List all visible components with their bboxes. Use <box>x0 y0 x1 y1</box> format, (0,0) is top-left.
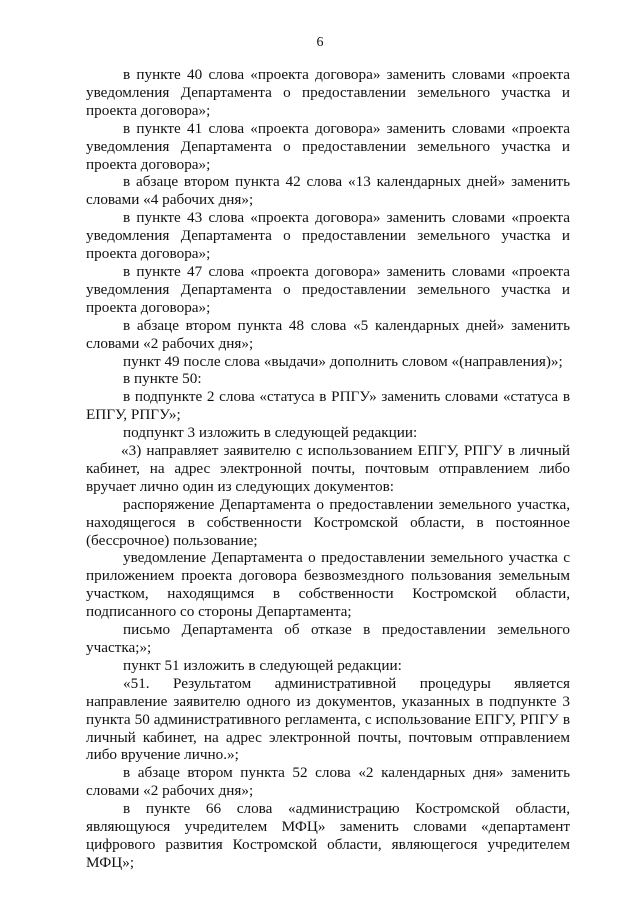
paragraph-document-refusal: письмо Департамента об отказе в предоставлении земельного участка;»; <box>86 621 570 656</box>
paragraph-item-40: в пункте 40 слова «проекта договора» заменить словами «проекта уведомления Департамента о предоставлении земельного участка и проекта договора»; <box>86 66 570 119</box>
paragraph-subitem-3-text: «3) направляет заявителю с использованием ЕПГУ, РПГУ в личный кабинет, на адрес электронной почты, почтовым отправлением либо вручает лично один из следующих документов: <box>86 442 570 495</box>
paragraph-item-42: в абзаце втором пункта 42 слова «13 календарных дней» заменить словами «4 рабочих дня»; <box>86 173 570 209</box>
document-body <box>86 66 570 872</box>
paragraph-item-50-heading: в пункте 50: <box>123 370 202 388</box>
paragraph-item-49: пункт 49 после слова «выдачи» дополнить словом «(направления)»; <box>123 352 563 370</box>
paragraph-document-notice: уведомление Департамента о предоставлении земельного участка с приложением проекта договора безвозмездного пользования земельным участком, находящимся в собственности Костромской области, подписанного со стороны Департамента; <box>86 549 570 621</box>
paragraph-document-order: распоряжение Департамента о предоставлении земельного участка, находящегося в собственности Костромской области, в постоянное (бессрочное) пользование; <box>86 495 570 549</box>
paragraph-item-43: в пункте 43 слова «проекта договора» заменить словами «проекта уведомления Департамента о предоставлении земельного участка и проекта договора»; <box>86 209 570 263</box>
paragraph-subitem-2: в подпункте 2 слова «статуса в РПГУ» заменить словами «статуса в ЕПГУ, РПГУ»; <box>86 388 570 424</box>
paragraph-item-51-text: «51. Результатом административной процедуры является направление заявителю одного из документов, указанных в подпункте 3 пункта 50 административного регламента, с использование ЕПГУ, РПГУ в личный кабинет, на адрес электронной почты, почтовым отправлением либо вручение лично.»; <box>86 674 570 764</box>
paragraph-item-66: в пункте 66 слова «администрацию Костромской области, являющуюся учредителем МФЦ» заменить словами «департамент цифрового развития Костромской области, являющегося учредителем МФЦ»; <box>86 800 570 871</box>
paragraph-item-41: в пункте 41 слова «проекта договора» заменить словами «проекта уведомления Департамента о предоставлении земельного участка и проекта договора»; <box>86 119 570 173</box>
paragraph-item-48: в абзаце втором пункта 48 слова «5 календарных дней» заменить словами «2 рабочих дня»; <box>86 316 570 352</box>
paragraph-item-52: в абзаце втором пункта 52 слова «2 календарных дня» заменить словами «2 рабочих дня»; <box>86 764 570 800</box>
paragraph-item-51-heading: пункт 51 изложить в следующей редакции: <box>123 656 402 674</box>
page-number: 6 <box>316 35 324 50</box>
paragraph-subitem-3-heading: подпункт 3 изложить в следующей редакции: <box>123 424 418 442</box>
paragraph-item-47: в пункте 47 слова «проекта договора» заменить словами «проекта уведомления Департамента о предоставлении земельного участка и проекта договора»; <box>86 262 570 316</box>
